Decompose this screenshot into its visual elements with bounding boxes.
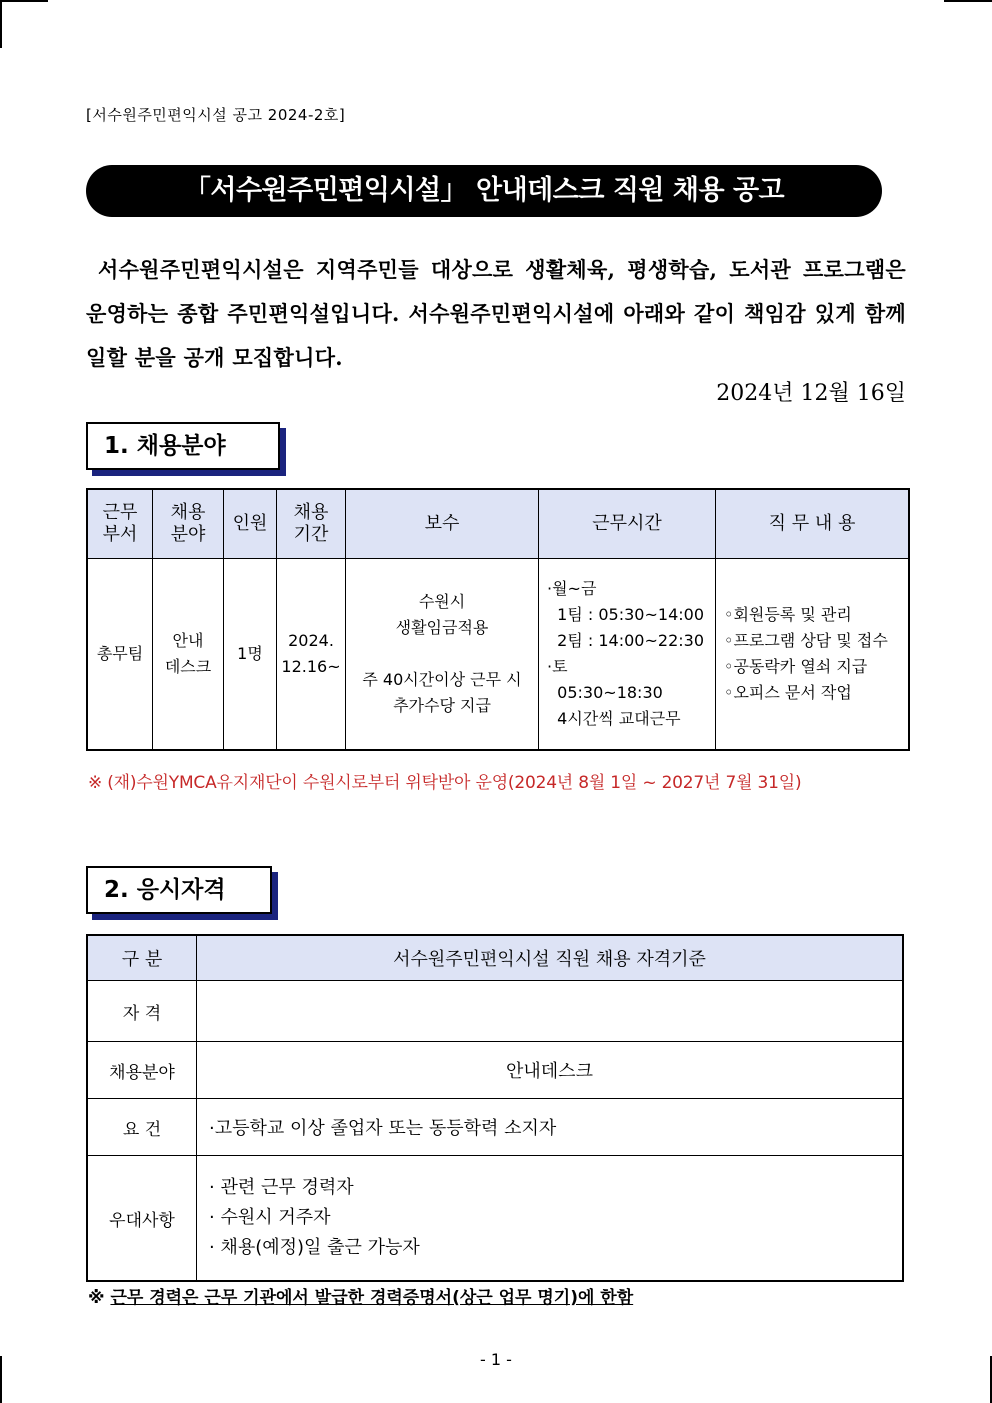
label-qualification: 자 격	[87, 981, 197, 1042]
col-pay: 보수	[346, 489, 539, 559]
col-dept: 근무 부서	[87, 489, 153, 559]
col-period: 채용 기간	[277, 489, 346, 559]
col-count: 인원	[224, 489, 277, 559]
cell-dept: 총무팀	[87, 559, 153, 751]
intro-paragraph	[86, 248, 906, 380]
table-row	[87, 559, 909, 751]
value-qualification	[197, 981, 904, 1042]
operation-note: ※ (재)수원YMCA유지재단이 수원시로부터 위탁받아 운영(2024년 8월 1일 ~ 2027년 7월 31일)	[88, 773, 802, 793]
label-field: 채용분야	[87, 1042, 197, 1099]
crop-mark	[0, 0, 48, 2]
col-field: 채용 분야	[153, 489, 224, 559]
value-requirement: ·고등학교 이상 졸업자 또는 동등학력 소지자	[197, 1099, 904, 1156]
cell-count: 1명	[224, 559, 277, 751]
table-row	[87, 1042, 903, 1099]
crop-mark	[0, 0, 2, 48]
table-row	[87, 1099, 903, 1156]
table-row	[87, 1156, 903, 1282]
intro-text: 서수원주민편익시설은 지역주민들 대상으로 생활체육, 평생학습, 도서관 프로그램은 운영하는 종합 주민편익설입니다. 서수원주민편익시설에 아래와 같이 책임감 있게 함께 일할 분을 공개 모집합니다.	[86, 257, 906, 370]
value-preference: · 관련 근무 경력자 · 수원시 거주자 · 채용(예정)일 출근 가능자	[197, 1156, 904, 1282]
table-header-row	[87, 489, 909, 559]
crop-mark	[944, 0, 992, 2]
notice-number: [서수원주민편익시설 공고 2024-2호]	[86, 106, 346, 124]
col-hours: 근무시간	[539, 489, 716, 559]
cell-hours: ·월~금 1팀 : 05:30~14:00 2팀 : 14:00~22:30 ·토 05:30~18:30 4시간씩 교대근무	[539, 559, 716, 751]
section-heading-recruitment: 1. 채용분야	[86, 422, 280, 470]
cell-pay: 수원시 생활임금적용 주 40시간이상 근무 시 추가수당 지급	[346, 559, 539, 751]
label-preference: 우대사항	[87, 1156, 197, 1282]
cell-field: 안내 데스크	[153, 559, 224, 751]
section-heading-qualification: 2. 응시자격	[86, 866, 272, 914]
value-field: 안내데스크	[197, 1042, 904, 1099]
career-note: ※ 근무 경력은 근무 기관에서 발급한 경력증명서(상근 업무 명기)에 한함	[88, 1288, 634, 1308]
label-requirement: 요 건	[87, 1099, 197, 1156]
table-row	[87, 981, 903, 1042]
recruitment-table	[86, 488, 910, 751]
cell-period: 2024. 12.16~	[277, 559, 346, 751]
table-header-row	[87, 935, 903, 981]
notice-date: 2024년 12월 16일	[716, 381, 906, 406]
page-title: 「서수원주민편익시설」 안내데스크 직원 채용 공고	[86, 165, 882, 217]
qualification-table	[86, 934, 904, 1282]
col-duties: 직 무 내 용	[716, 489, 910, 559]
page-number: - 1 -	[480, 1350, 512, 1369]
col-criteria: 서수원주민편익시설 직원 채용 자격기준	[197, 935, 904, 981]
col-category: 구 분	[87, 935, 197, 981]
cell-duties: ◦회원등록 및 관리 ◦프로그램 상담 및 접수 ◦공동락카 열쇠 지급 ◦오피스 문서 작업	[716, 559, 910, 751]
